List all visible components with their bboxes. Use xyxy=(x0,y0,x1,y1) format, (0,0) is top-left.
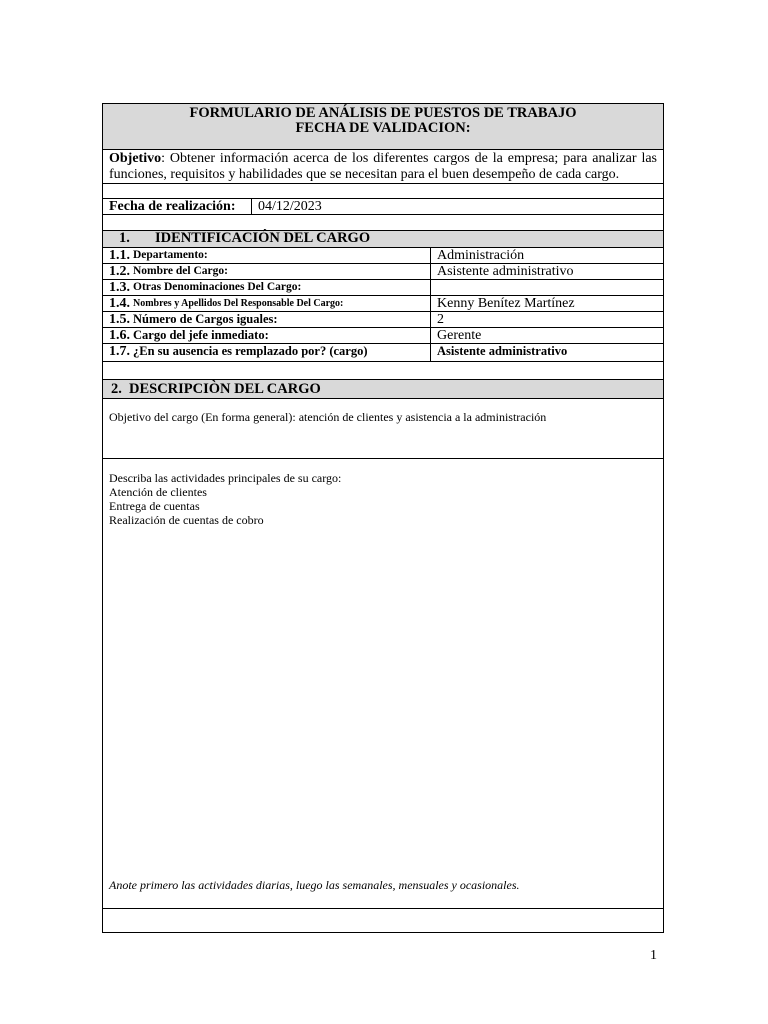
form-title-line2: FECHA DE VALIDACION: xyxy=(295,120,471,136)
id-row-nombre-cargo xyxy=(103,264,663,280)
activities-block xyxy=(103,459,663,909)
id-row-value: Kenny Benítez Martínez xyxy=(437,296,575,311)
activities-note: Anote primero las actividades diarias, luego las semanales, mensuales y ocasionales. xyxy=(109,878,520,892)
id-row-number: 1.4. xyxy=(109,296,130,311)
id-row-departamento xyxy=(103,248,663,264)
id-row-number: 1.1. xyxy=(109,248,130,263)
id-row-value: Asistente administrativo xyxy=(437,344,568,358)
objective-label: Objetivo xyxy=(109,151,162,166)
activity-item: Realización de cuentas de cobro xyxy=(109,513,264,527)
id-row-label: ¿En su ausencia es remplazado por? (cargo) xyxy=(133,344,368,358)
id-row-value: 2 xyxy=(437,312,444,327)
activity-item: Entrega de cuentas xyxy=(109,499,200,513)
id-row-value: Gerente xyxy=(437,328,482,343)
section1-number: 1. xyxy=(119,230,130,246)
id-row-label: Cargo del jefe inmediato: xyxy=(133,328,269,342)
section2-title: DESCRIPCIÒN DEL CARGO xyxy=(129,381,321,397)
id-row-label: Departamento: xyxy=(133,249,208,261)
section1-header xyxy=(103,231,663,248)
spacer-row xyxy=(103,362,663,380)
id-row-number: 1.6. xyxy=(109,328,130,343)
id-row-number: 1.3. xyxy=(109,280,130,295)
date-row xyxy=(103,199,663,215)
id-row-number: 1.2. xyxy=(109,264,130,279)
id-row-responsable xyxy=(103,296,663,312)
spacer-row xyxy=(103,909,663,932)
date-value: 04/12/2023 xyxy=(258,199,322,214)
form-title xyxy=(103,104,663,150)
id-row-numero-cargos xyxy=(103,312,663,328)
spacer-row xyxy=(103,215,663,231)
section2-header xyxy=(103,380,663,399)
id-row-reemplazo xyxy=(103,344,663,362)
form-title-line1: FORMULARIO DE ANÁLISIS DE PUESTOS DE TRABAJO xyxy=(189,105,577,121)
job-objective-text: Objetivo del cargo (En forma general): atención de clientes y asistencia a la administración xyxy=(109,410,547,424)
spacer-row xyxy=(103,184,663,199)
id-row-value: Asistente administrativo xyxy=(437,264,574,279)
activities-prompt: Describa las actividades principales de su cargo: xyxy=(109,471,342,485)
section2-number: 2. xyxy=(111,381,122,397)
activity-item: Atención de clientes xyxy=(109,485,207,499)
objective-block xyxy=(103,150,663,184)
id-row-label: Nombre del Cargo: xyxy=(133,265,228,277)
date-label: Fecha de realización: xyxy=(109,199,236,214)
page-number: 1 xyxy=(650,948,657,963)
id-row-number: 1.7. xyxy=(109,344,130,359)
id-row-label: Número de Cargos iguales: xyxy=(133,312,278,326)
objective-text: : Obtener información acerca de los diferentes cargos de la empresa; para analizar las funciones, requisitos y habilidades que se necesitan para el buen desempeño de cada cargo. xyxy=(109,151,657,182)
section1-title: IDENTIFICACIÓN DEL CARGO xyxy=(155,230,371,246)
job-objective xyxy=(103,399,663,459)
id-row-number: 1.5. xyxy=(109,312,130,327)
id-row-label: Nombres y Apellidos Del Responsable Del Cargo: xyxy=(133,298,344,309)
id-row-value: Administración xyxy=(437,248,525,263)
id-row-label: Otras Denominaciones Del Cargo: xyxy=(133,281,302,293)
job-analysis-form xyxy=(102,103,664,933)
id-row-otras-denominaciones xyxy=(103,280,663,296)
activities-list xyxy=(109,471,341,527)
id-row-jefe-inmediato xyxy=(103,328,663,344)
